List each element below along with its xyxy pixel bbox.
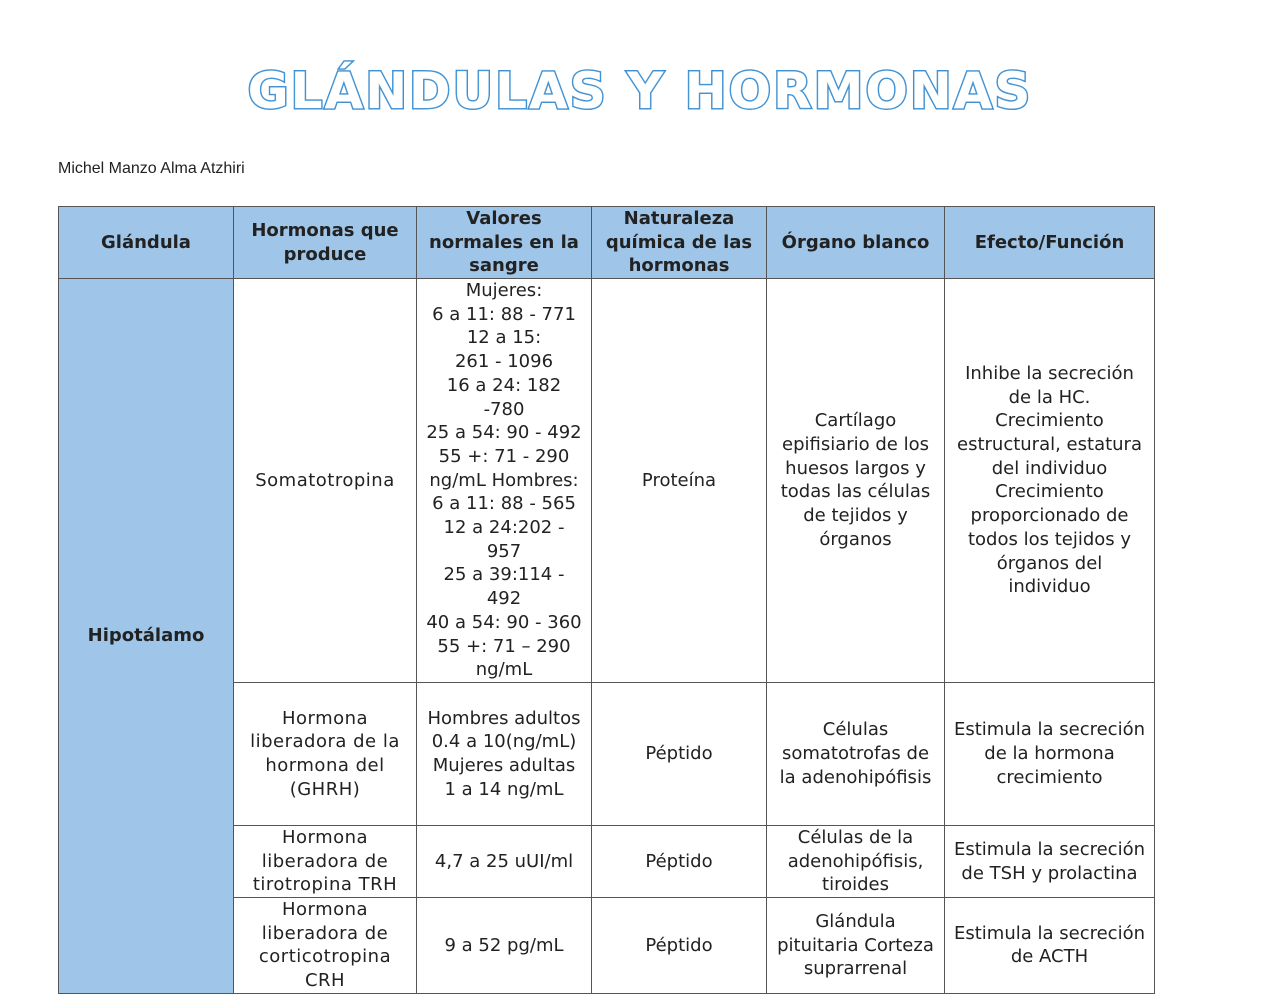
values-cell: 9 a 52 pg/mL xyxy=(417,898,592,994)
values-cell: Mujeres: 6 a 11: 88 - 771 12 a 15: 261 - 1096 16 a 24: 182 -780 25 a 54: 90 - 492 55 +: 71 - 290 ng/mL Hombres: 6 a 11: 88 - 565 12 a 24:202 - 957 25 a 39:114 - 492 40 a 54: 90 - 360 55 +: 71 – 290 ng/mL xyxy=(417,279,592,683)
nature-cell: Proteína xyxy=(592,279,767,683)
gland-cell: Hipotálamo xyxy=(59,279,234,994)
hormone-cell: Hormona liberadora de corticotropina CRH xyxy=(234,898,417,994)
nature-cell: Péptido xyxy=(592,825,767,897)
values-cell: 4,7 a 25 uUI/ml xyxy=(417,825,592,897)
nature-cell: Péptido xyxy=(592,898,767,994)
target-cell: Glándula pituitaria Corteza suprarrenal xyxy=(767,898,945,994)
header-effect: Efecto/Función xyxy=(945,207,1155,279)
effect-cell: Estimula la secreción de ACTH xyxy=(945,898,1155,994)
effect-cell: Estimula la secreción de TSH y prolactina xyxy=(945,825,1155,897)
target-cell: Cartílago epifisiario de los huesos largos y todas las células de tejidos y órganos xyxy=(767,279,945,683)
hormone-cell: Hormona liberadora de la hormona del (GHRH) xyxy=(234,682,417,825)
header-hormones: Hormonas que produce xyxy=(234,207,417,279)
hormone-cell: Hormona liberadora de tirotropina TRH xyxy=(234,825,417,897)
header-gland: Glándula xyxy=(59,207,234,279)
values-cell: Hombres adultos 0.4 a 10(ng/mL) Mujeres adultas 1 a 14 ng/mL xyxy=(417,682,592,825)
page-title: GLÁNDULAS Y HORMONAS xyxy=(247,62,1033,120)
nature-cell: Péptido xyxy=(592,682,767,825)
author-name: Michel Manzo Alma Atzhiri xyxy=(58,160,245,177)
header-target: Órgano blanco xyxy=(767,207,945,279)
header-nature: Naturaleza química de las hormonas xyxy=(592,207,767,279)
hormone-cell: Somatotropina xyxy=(234,279,417,683)
header-values: Valores normales en la sangre xyxy=(417,207,592,279)
target-cell: Células de la adenohipófisis, tiroides xyxy=(767,825,945,897)
target-cell: Células somatotrofas de la adenohipófisis xyxy=(767,682,945,825)
table-row xyxy=(59,279,1155,683)
effect-cell: Estimula la secreción de la hormona crecimiento xyxy=(945,682,1155,825)
glands-table xyxy=(58,206,1155,994)
header-row xyxy=(59,207,1155,279)
effect-cell: Inhibe la secreción de la HC. Crecimiento estructural, estatura del individuo Crecimiento proporcionado de todos los tejidos y órganos del individuo xyxy=(945,279,1155,683)
